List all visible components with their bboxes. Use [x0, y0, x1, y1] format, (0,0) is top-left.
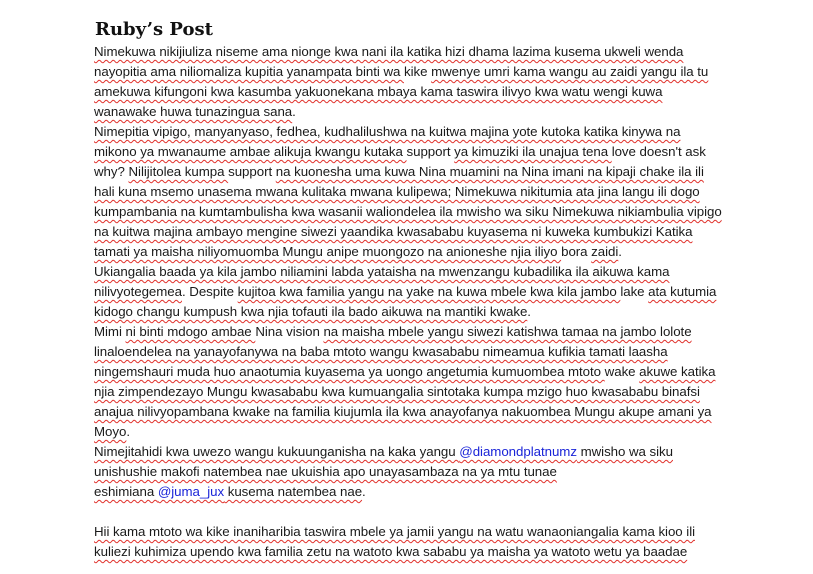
paragraph	[94, 442, 724, 502]
text-segment: Nilijitolea kumpa	[128, 164, 229, 179]
text-segment: zaidi	[591, 244, 619, 259]
text-segment: .	[126, 424, 130, 439]
text-segment: love doesn't ask why?	[94, 144, 706, 179]
text-segment: kike	[404, 64, 432, 79]
mention-link[interactable]: @diamondplatnumz	[459, 444, 577, 459]
text-segment: Nimepitia vipigo, manyanyaso, fedhea, kudhalilushwa na kuitwa majina yote kutoka katika kinywa na mikono ya mwanaume ambae alikuja kwangu kutaka	[94, 124, 681, 159]
text-segment: mwenye umri kama wangu au zaidi yangu ila tu amekuwa kifungoni kwa kasumba yakuonekana mbaya kama taswira ilivyo kwa watu wengi kuwa wanawake huwa tunazingua sana	[94, 64, 709, 119]
text-segment: support	[228, 164, 276, 179]
post-title: Ruby’s Post	[95, 19, 213, 40]
text-segment: lake	[620, 284, 649, 299]
text-segment: ya kimuziki ila unajua tena	[454, 144, 612, 159]
text-segment: Nina vision	[255, 324, 324, 339]
text-segment: support	[406, 144, 455, 159]
paragraph-gap	[94, 502, 724, 522]
paragraph	[94, 262, 724, 322]
text-segment: na kuonesha uma kuwa Nina muamini na Nina imani na kipaji chake ila ili hali kuna msemo unasema mwana kulitaka mwana kulipewa; Nimekuwa nikitumia ata jina langu ili dogo kumpambania na kumtambulisha kwa wasanii waliondelea ila mwisho wa siku Nimekuwa nikiambulia vipigo na kuitwa majina ambayo mengine siwezi yaandika kwasababu kuyasema ni kuweka kumbukizi Katika tamati ya maisha niliyomuomba Mungu anipe muongozo na anioneshe njia iliyo	[94, 164, 722, 259]
text-segment: .	[292, 104, 296, 119]
text-segment: Nimekuwa nikijiuliza niseme ama nionge kwa nani ila katika hizi dhama lazima kusema ukweli wenda nayopitia ama niliomaliza kupitia yanampata binti wa	[94, 44, 684, 79]
text-segment: .	[527, 304, 531, 319]
paragraph	[94, 42, 724, 122]
post-document	[94, 18, 724, 562]
mention-link[interactable]: @juma_jux	[157, 484, 225, 499]
post-body[interactable]	[94, 42, 724, 562]
text-segment: . Despite	[182, 284, 238, 299]
text-segment: ata kutumia kidogo changu kumpush kwa njia tofauti ila bado aikuwa na mantiki kwake	[94, 284, 717, 319]
text-segment: Hii kama mtoto wa kike inaniharibia taswira mbele ya jamii yangu na watu wanaoniangalia kama kioo ili kuliezi kuhimiza upendo kwa familia zetu na watoto kwa sababu ya maisha ya watoto wetu ya baadae	[94, 524, 695, 559]
paragraph	[94, 322, 724, 442]
text-segment: mwisho wa siku unishushie makofi natembea nae ukuishia apo unayasambaza na ya mtu tunae	[94, 444, 673, 479]
text-segment: akuwe katika njia zimpendezayo Mungu kwasababu kwa kumuangalia sintotaka kumpa mzigo huo kwasababu binafsi anajua nilivyopambana kwake na familia kiujumla ila kwa anayofanya nakuombea Mungu akupe amani ya Moyo	[94, 364, 716, 439]
text-segment: eshimiana	[94, 484, 158, 499]
paragraph	[94, 522, 724, 562]
text-segment: .	[618, 244, 622, 259]
text-segment: kujitoa kwa familia yangu na yake na kuwa mbele kwa kila jambo	[237, 284, 621, 299]
text-segment: .	[362, 484, 366, 499]
text-segment: Nimejitahidi kwa uwezo wangu kukuunganisha na kaka yangu	[94, 444, 460, 459]
text-segment: ni binti mdogo ambae	[125, 324, 256, 339]
text-segment: Ukiangalia baada ya kila jambo niliamini labda yataisha na mwenzangu kubadilika ila aikuwa kama nilivyotegemea	[94, 264, 670, 299]
text-segment: wake	[604, 364, 640, 379]
paragraph	[94, 122, 724, 262]
text-segment: bora	[561, 244, 592, 259]
text-segment: Mimi	[94, 324, 126, 339]
text-segment: kusema natembea nae	[224, 484, 363, 499]
text-segment: na maisha mbele yangu siwezi katishwa tamaa na jambo lolote linaloendelea na yanayofanywa na baba mtoto wangu kwasababu nimeamua kufikia tamati laasha ningemshauri muda huo anaotumia kuyasema ya uongo angetumia kumuombea mtoto	[94, 324, 692, 379]
